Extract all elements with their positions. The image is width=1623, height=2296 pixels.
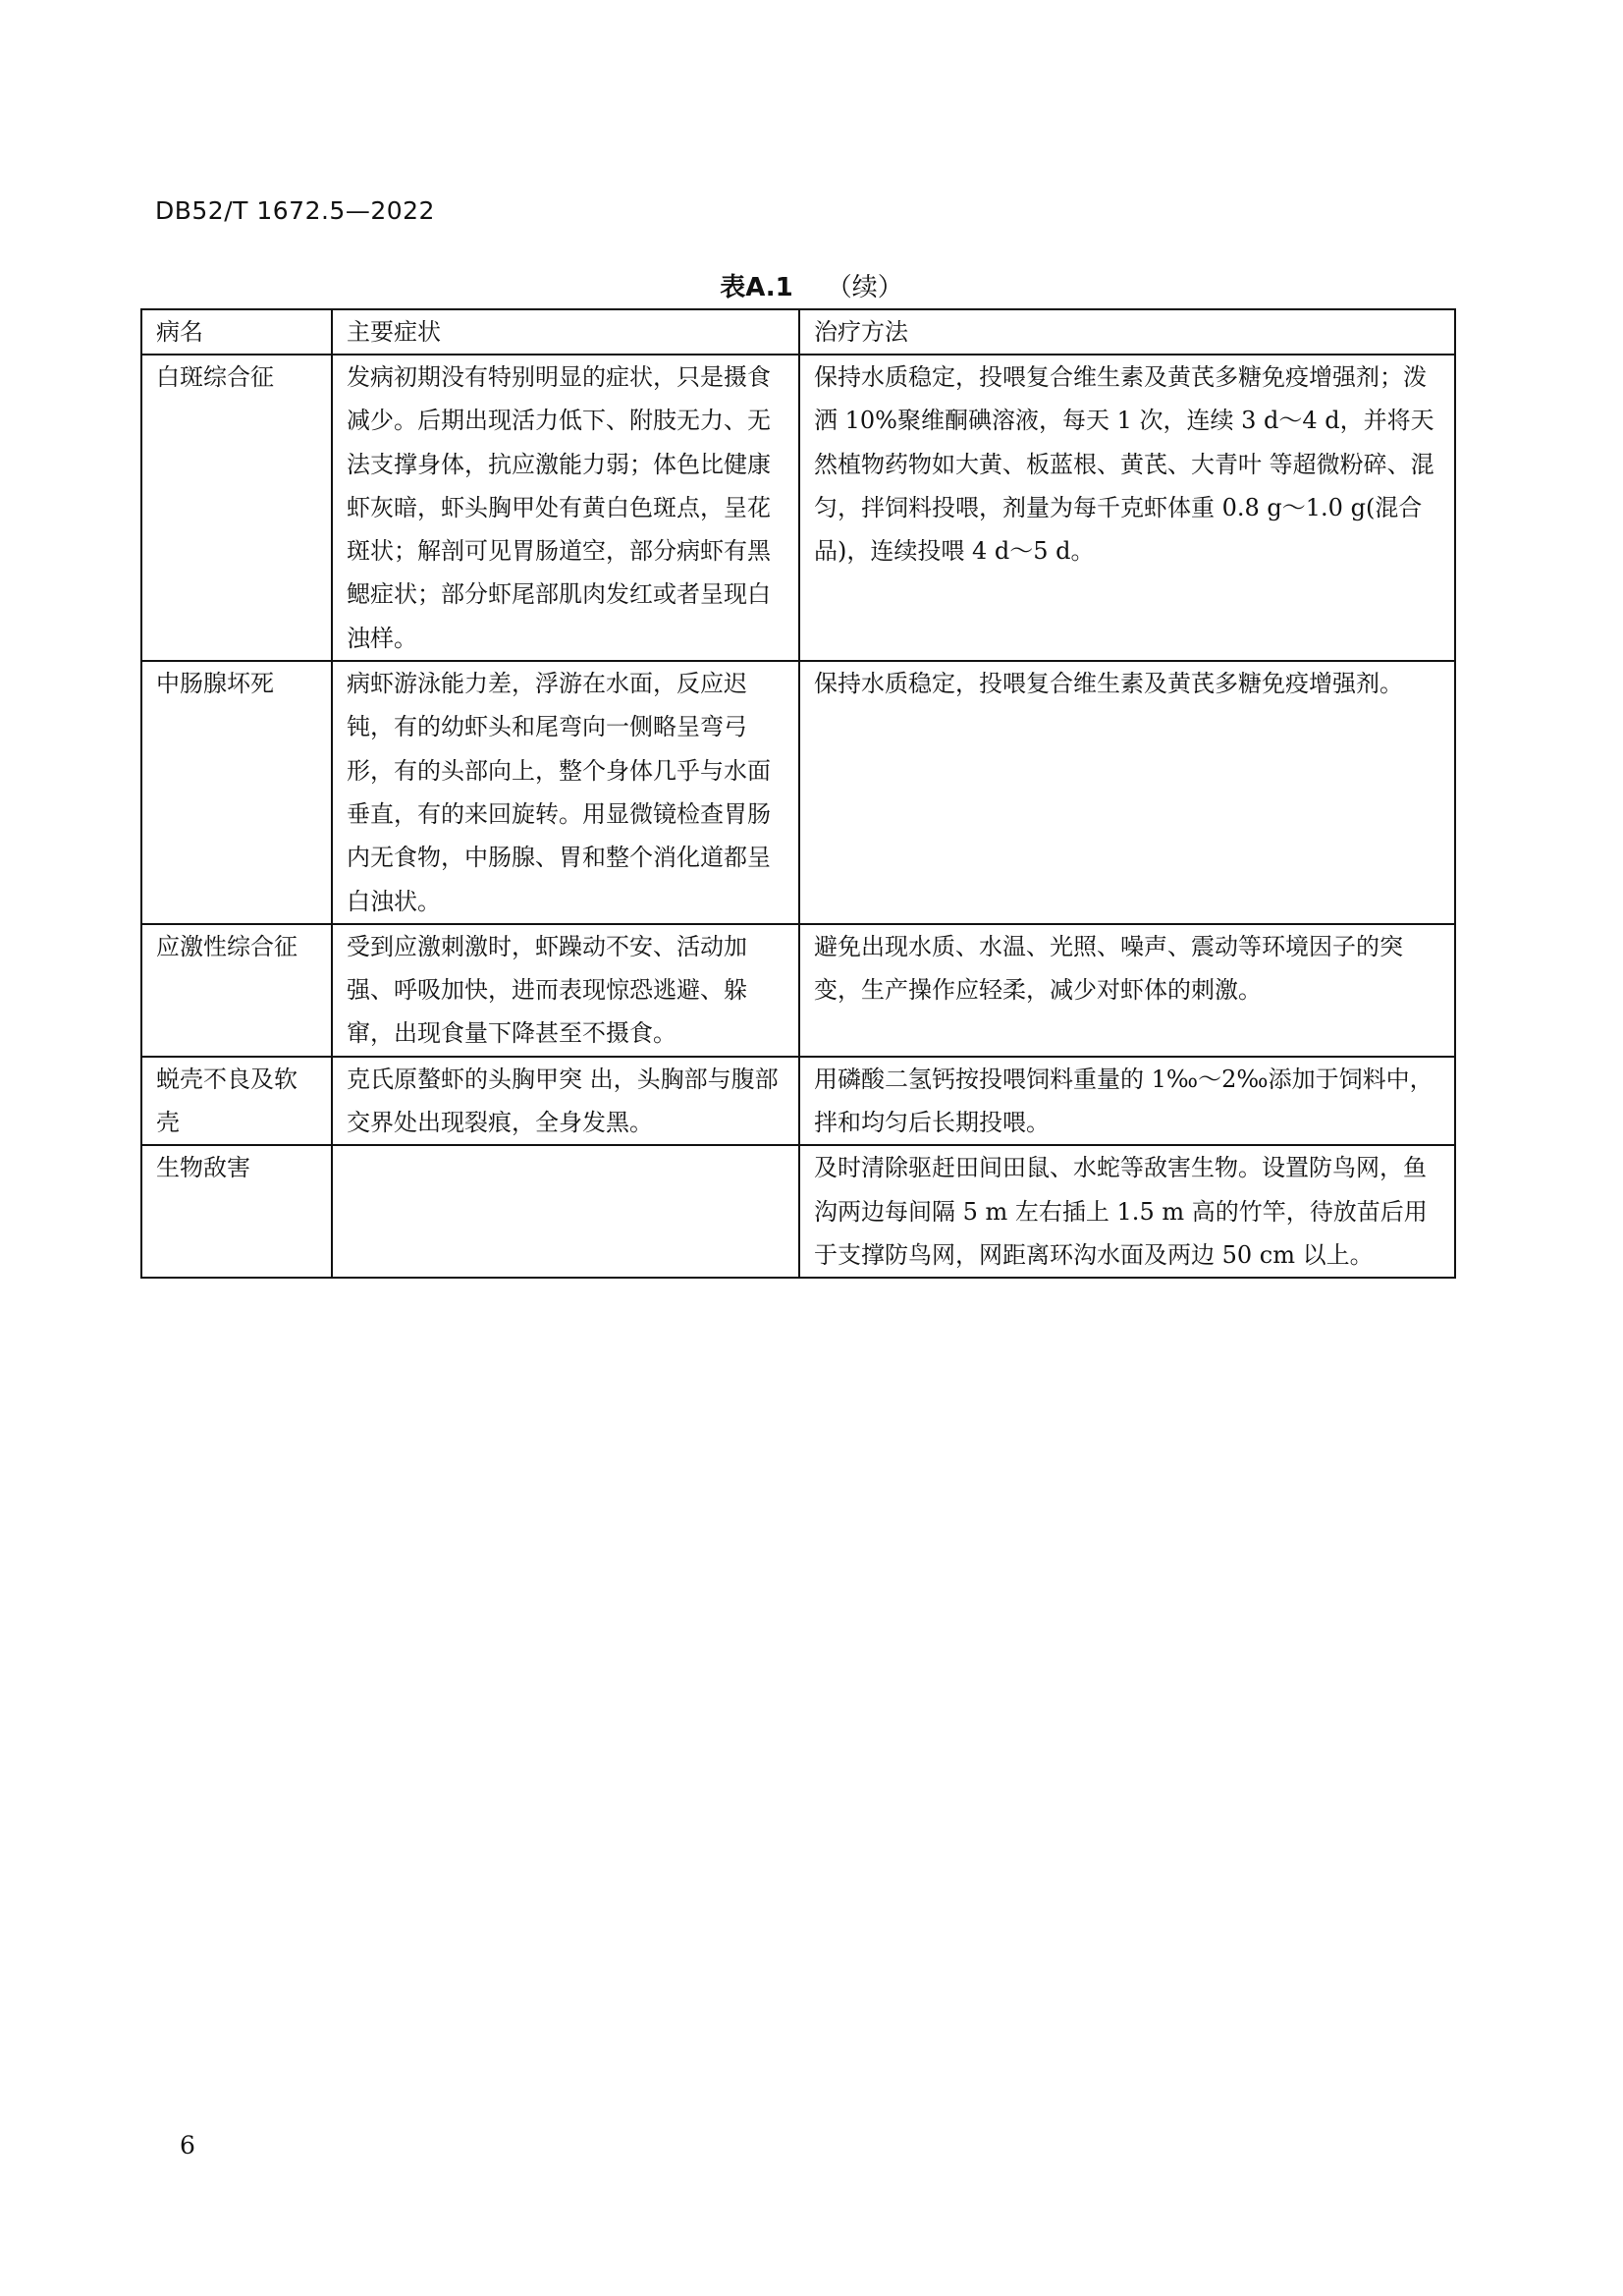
column-header-treatment: 治疗方法 [799,309,1455,355]
table-header-row [141,309,1455,355]
table-caption-label: 表A.1 [720,273,793,302]
treatment-cell: 避免出现水质、水温、光照、噪声、震动等环境因子的突变，生产操作应轻柔，减少对虾体的刺激。 [799,924,1455,1057]
symptoms-cell: 病虾游泳能力差，浮游在水面，反应迟钝，有的幼虾头和尾弯向一侧略呈弯弓形，有的头部向上，整个身体几乎与水面垂直，有的来回旋转。用显微镜检查胃肠内无食物，中肠腺、胃和整个消化道都呈白浊状。 [332,661,799,924]
treatment-cell: 用磷酸二氢钙按投喂饲料重量的 1‰～2‰添加于饲料中，拌和均匀后长期投喂。 [799,1057,1455,1146]
disease-name-cell: 蜕壳不良及软壳 [141,1057,332,1146]
disease-name-cell: 生物敌害 [141,1145,332,1278]
symptoms-cell [332,1145,799,1278]
disease-name-cell: 应激性综合征 [141,924,332,1057]
symptoms-cell: 受到应激刺激时，虾躁动不安、活动加强、呼吸加快，进而表现惊恐逃避、躲窜，出现食量下降甚至不摄食。 [332,924,799,1057]
treatment-cell: 保持水质稳定，投喂复合维生素及黄芪多糖免疫增强剂。 [799,661,1455,924]
table-caption-continued: （续） [826,273,903,302]
table-row [141,1057,1455,1146]
document-code: DB52/T 1672.5—2022 [155,196,435,225]
treatment-cell: 保持水质稳定，投喂复合维生素及黄芪多糖免疫增强剂；泼洒 10%聚维酮碘溶液，每天 1 次，连续 3 d～4 d，并将天然植物药物如大黄、板蓝根、黄芪、大青叶 等超微粉碎、混匀，拌饲料投喂，剂量为每千克虾体重 0.8 g～1.0 g(混合品)，连续投喂 4 d～5 d。 [799,355,1455,661]
disease-name-cell: 中肠腺坏死 [141,661,332,924]
table-row [141,924,1455,1057]
disease-treatment-table [140,308,1456,1279]
symptoms-cell: 发病初期没有特别明显的症状，只是摄食减少。后期出现活力低下、附肢无力、无法支撑身体，抗应激能力弱；体色比健康虾灰暗，虾头胸甲处有黄白色斑点，呈花斑状；解剖可见胃肠道空，部分病虾有黑鳃症状；部分虾尾部肌肉发红或者呈现白浊样。 [332,355,799,661]
table-caption [0,267,1623,303]
table-row [141,661,1455,924]
symptoms-cell: 克氏原螯虾的头胸甲突 出，头胸部与腹部交界处出现裂痕，全身发黑。 [332,1057,799,1146]
column-header-disease-name: 病名 [141,309,332,355]
table-row [141,355,1455,661]
page-number: 6 [180,2131,195,2159]
disease-name-cell: 白斑综合征 [141,355,332,661]
treatment-cell: 及时清除驱赶田间田鼠、水蛇等敌害生物。设置防鸟网，鱼沟两边每间隔 5 m 左右插上 1.5 m 高的竹竿，待放苗后用于支撑防鸟网，网距离环沟水面及两边 50 cm 以上。 [799,1145,1455,1278]
column-header-symptoms: 主要症状 [332,309,799,355]
table-row [141,1145,1455,1278]
